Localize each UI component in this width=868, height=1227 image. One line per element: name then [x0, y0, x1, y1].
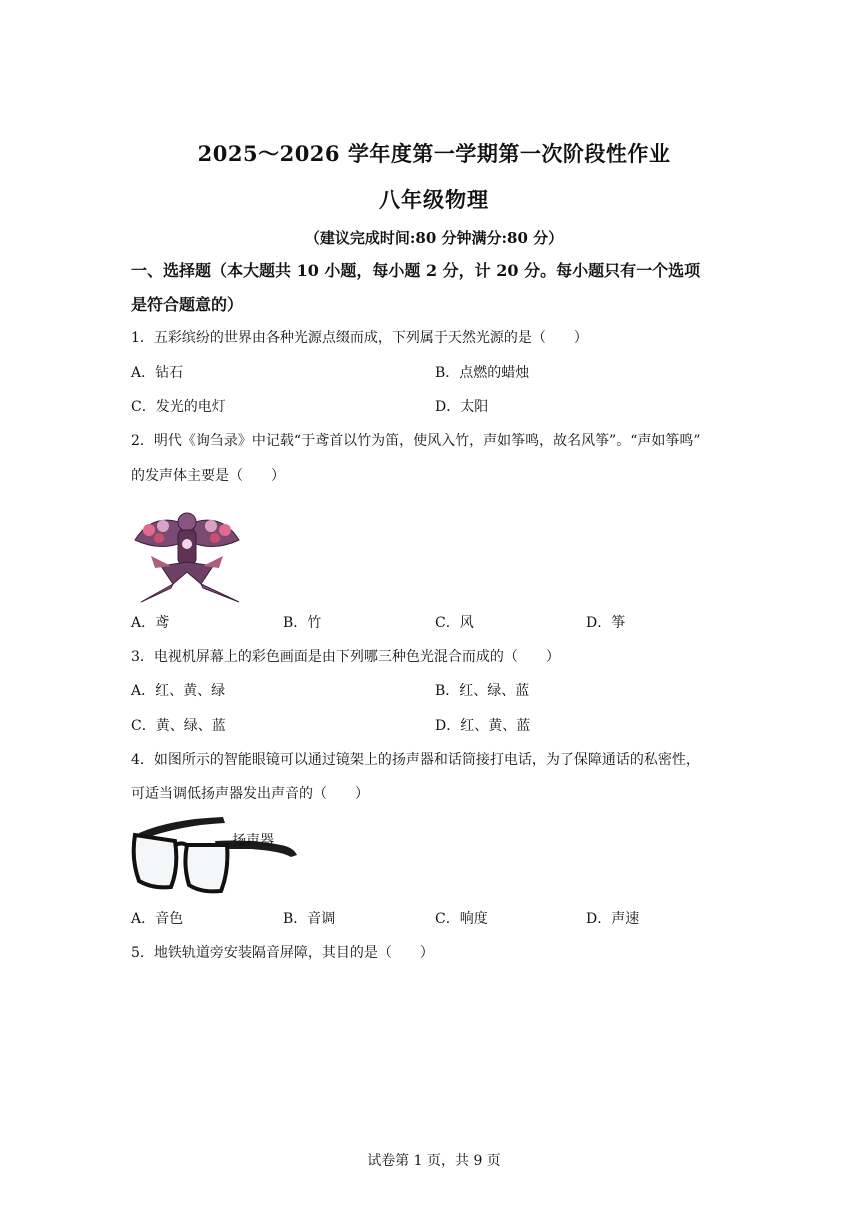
exam-time-note: （建议完成时间:80 分钟满分:80 分）: [304, 229, 564, 247]
question-1-option-d: D．太阳: [435, 399, 489, 415]
speaker-label: 扬声器: [232, 833, 274, 849]
question-2-stem-line2: 的发声体主要是（ ）: [131, 468, 285, 484]
kite-image: [131, 510, 243, 605]
question-4-option-d: D．声速: [586, 911, 640, 927]
question-2-option-a: A．鸢: [131, 615, 170, 631]
question-2-option-c: C．风: [435, 615, 474, 631]
exam-title: 2025～2026 学年度第一学期第一次阶段性作业: [197, 141, 671, 166]
question-3-option-b: B．红、绿、蓝: [435, 683, 530, 699]
page-footer: 试卷第 1 页，共 9 页: [367, 1153, 501, 1169]
question-2-option-d: D．筝: [586, 615, 626, 631]
question-3-option-d: D．红、黄、蓝: [435, 718, 531, 734]
question-1-option-b: B．点燃的蜡烛: [435, 365, 530, 381]
question-4-option-b: B．音调: [283, 911, 336, 927]
section-heading-line2: 是符合题意的）: [131, 295, 244, 314]
question-1-option-a: A．钻石: [131, 365, 184, 381]
section-heading-line1: 一、选择题（本大题共 10 小题，每小题 2 分，计 20 分。每小题只有一个选项: [131, 261, 701, 280]
question-1-stem: 1．五彩缤纷的世界由各种光源点缀而成，下列属于天然光源的是（ ）: [131, 330, 588, 346]
question-1-option-c: C．发光的电灯: [131, 399, 226, 415]
glasses-image: [131, 815, 301, 895]
question-5-stem: 5．地铁轨道旁安装隔音屏障，其目的是（ ）: [131, 945, 434, 961]
question-4-stem-line2: 可适当调低扬声器发出声音的（ ）: [131, 786, 369, 802]
question-2-stem-line1: 2．明代《询刍录》中记载“于鸢首以竹为笛，使风入竹，声如筝鸣，故名风筝”。“声如筝鸣”: [131, 433, 701, 449]
question-4-option-c: C．响度: [435, 911, 488, 927]
question-4-stem-line1: 4．如图所示的智能眼镜可以通过镜架上的扬声器和话筒接打电话，为了保障通话的私密性，: [131, 752, 700, 768]
exam-subject: 八年级物理: [379, 187, 489, 212]
question-3-option-c: C．黄、绿、蓝: [131, 718, 226, 734]
question-3-stem: 3．电视机屏幕上的彩色画面是由下列哪三种色光混合而成的（ ）: [131, 649, 560, 665]
question-3-option-a: A．红、黄、绿: [131, 683, 226, 699]
question-4-option-a: A．音色: [131, 911, 184, 927]
question-2-option-b: B．竹: [283, 615, 322, 631]
